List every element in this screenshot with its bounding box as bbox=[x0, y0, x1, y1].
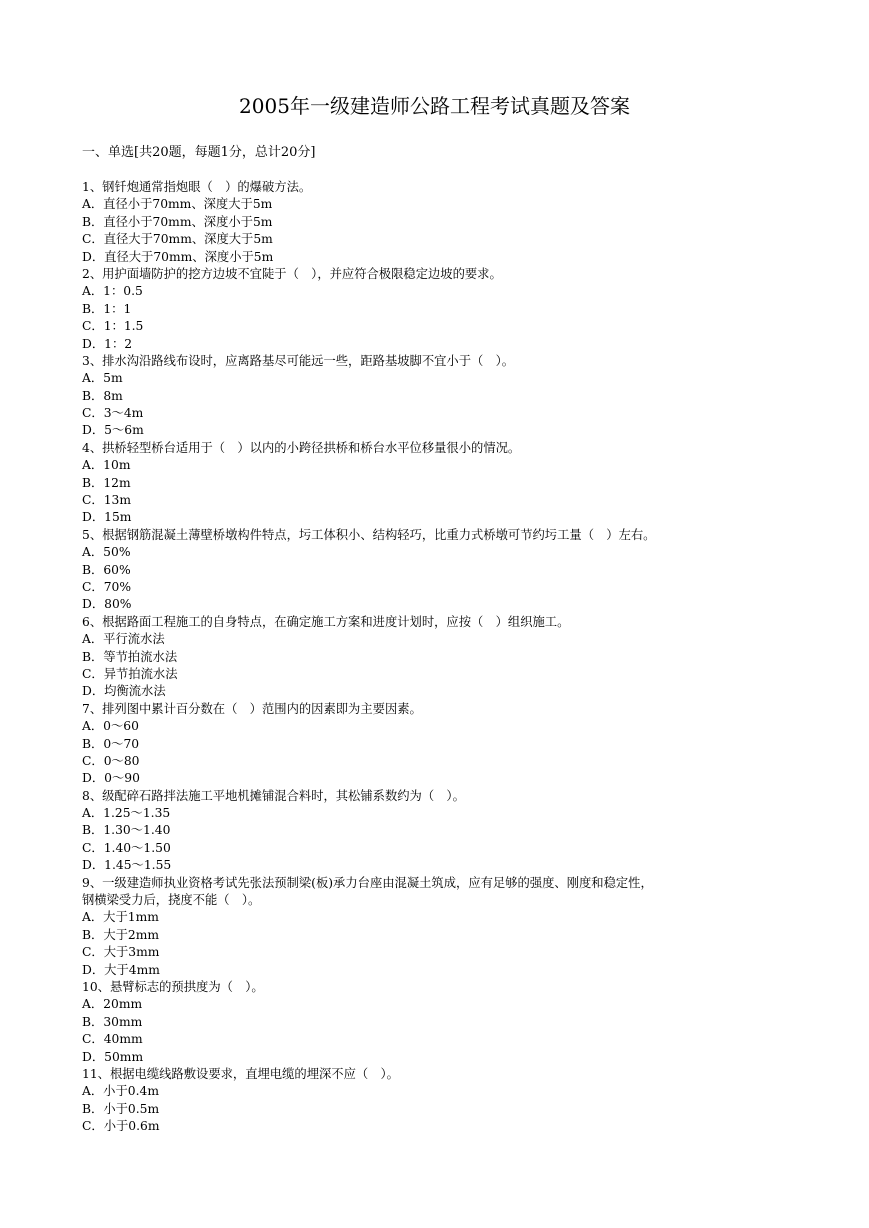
answer-option: C．0～80 bbox=[82, 753, 140, 768]
answer-option: D．5～6m bbox=[82, 423, 144, 438]
answer-option: C．13m bbox=[82, 493, 132, 508]
question-stem: 9、一级建造师执业资格考试先张法预制梁(板)承力台座由混凝土筑成，应有足够的强度、刚度和稳定性， bbox=[82, 875, 653, 890]
answer-option: A．小于0.4m bbox=[82, 1084, 159, 1099]
answer-option: B．直径小于70mm、深度小于5m bbox=[82, 214, 273, 229]
question-stem: 1、钢钎炮通常指炮眼（ ）的爆破方法。 bbox=[82, 180, 312, 194]
answer-option: D．15m bbox=[82, 510, 132, 525]
answer-option: A．50% bbox=[82, 545, 131, 560]
question-stem: 6、根据路面工程施工的自身特点，在确定施工方案和进度计划时，应按（ ）组织施工。 bbox=[82, 614, 570, 629]
answer-option: D．50mm bbox=[82, 1049, 144, 1064]
answer-option: B．大于2mm bbox=[82, 927, 160, 942]
answer-option: C．1：1.5 bbox=[82, 319, 144, 334]
answer-option: B．30mm bbox=[82, 1014, 143, 1029]
question-item bbox=[82, 701, 862, 788]
answer-option: B．12m bbox=[82, 475, 131, 490]
question-stem: 7、排列图中累计百分数在（ ）范围内的因素即为主要因素。 bbox=[82, 701, 422, 716]
question-stem: 4、拱桥轻型桥台适用于（ ）以内的小跨径拱桥和桥台水平位移量很小的情况。 bbox=[82, 440, 521, 455]
answer-option: B．60% bbox=[82, 562, 131, 577]
question-item bbox=[82, 614, 862, 701]
answer-option: D．大于4mm bbox=[82, 962, 160, 977]
answer-option: A．0～60 bbox=[82, 719, 139, 734]
answer-option: A．10m bbox=[82, 458, 131, 473]
answer-option: C．70% bbox=[82, 579, 132, 594]
answer-option: A．1：0.5 bbox=[82, 284, 143, 299]
answer-option: A．直径小于70mm、深度大于5m bbox=[82, 197, 273, 212]
answer-option: D．直径大于70mm、深度小于5m bbox=[82, 249, 274, 264]
answer-option: A．大于1mm bbox=[82, 910, 159, 925]
answer-option: C．直径大于70mm、深度大于5m bbox=[82, 232, 273, 247]
answer-option: C．1.40～1.50 bbox=[82, 840, 171, 855]
question-item bbox=[82, 440, 862, 527]
question-item bbox=[82, 179, 862, 266]
answer-option: B．0～70 bbox=[82, 736, 140, 751]
question-list bbox=[82, 179, 862, 1135]
answer-option: A．平行流水法 bbox=[82, 632, 165, 647]
question-stem: 8、级配碎石路拌法施工平地机摊铺混合料时，其松铺系数约为（ ）。 bbox=[82, 788, 465, 803]
question-stem: 钢横梁受力后，挠度不能（ ）。 bbox=[82, 893, 261, 908]
answer-option: D．1.45～1.55 bbox=[82, 858, 172, 873]
question-stem: 10、悬臂标志的预拱度为（ ）。 bbox=[82, 979, 264, 994]
answer-option: D．均衡流水法 bbox=[82, 684, 166, 699]
answer-option: B．1：1 bbox=[82, 301, 132, 316]
document-title: 2005年一级建造师公路工程考试真题及答案 bbox=[239, 94, 630, 118]
answer-option: A．1.25～1.35 bbox=[82, 806, 171, 821]
answer-option: B．8m bbox=[82, 388, 123, 403]
answer-option: D．80% bbox=[82, 597, 132, 612]
answer-option: B．等节拍流水法 bbox=[82, 649, 178, 664]
answer-option: A．5m bbox=[82, 371, 123, 386]
question-item bbox=[82, 266, 862, 353]
question-stem: 11、根据电缆线路敷设要求，直埋电缆的埋深不应（ ）。 bbox=[82, 1066, 399, 1081]
answer-option: D．0～90 bbox=[82, 771, 140, 786]
question-item bbox=[82, 353, 862, 440]
answer-option: B．小于0.5m bbox=[82, 1101, 160, 1116]
section-heading: 一、单选[共20题，每题1分，总计20分] bbox=[82, 145, 316, 160]
question-item bbox=[82, 1066, 862, 1136]
question-stem: 5、根据钢筋混凝土薄壁桥墩构件特点，圬工体积小、结构轻巧，比重力式桥墩可节约圬工量（ ）左右。 bbox=[82, 527, 656, 542]
question-item bbox=[82, 788, 862, 875]
answer-option: C．异节拍流水法 bbox=[82, 666, 178, 681]
question-item bbox=[82, 979, 862, 1066]
answer-option: D．1：2 bbox=[82, 336, 133, 351]
answer-option: C．大于3mm bbox=[82, 945, 160, 960]
answer-option: B．1.30～1.40 bbox=[82, 823, 171, 838]
question-item bbox=[82, 527, 862, 614]
answer-option: C．小于0.6m bbox=[82, 1119, 160, 1134]
question-stem: 3、排水沟沿路线布设时，应离路基尽可能远一些，距路基坡脚不宜小于（ ）。 bbox=[82, 353, 515, 368]
answer-option: C．40mm bbox=[82, 1032, 143, 1047]
question-item bbox=[82, 875, 862, 979]
answer-option: A．20mm bbox=[82, 997, 143, 1012]
question-stem: 2、用护面墙防护的挖方边坡不宜陡于（ ），并应符合极限稳定边坡的要求。 bbox=[82, 266, 502, 281]
answer-option: C．3～4m bbox=[82, 406, 144, 421]
